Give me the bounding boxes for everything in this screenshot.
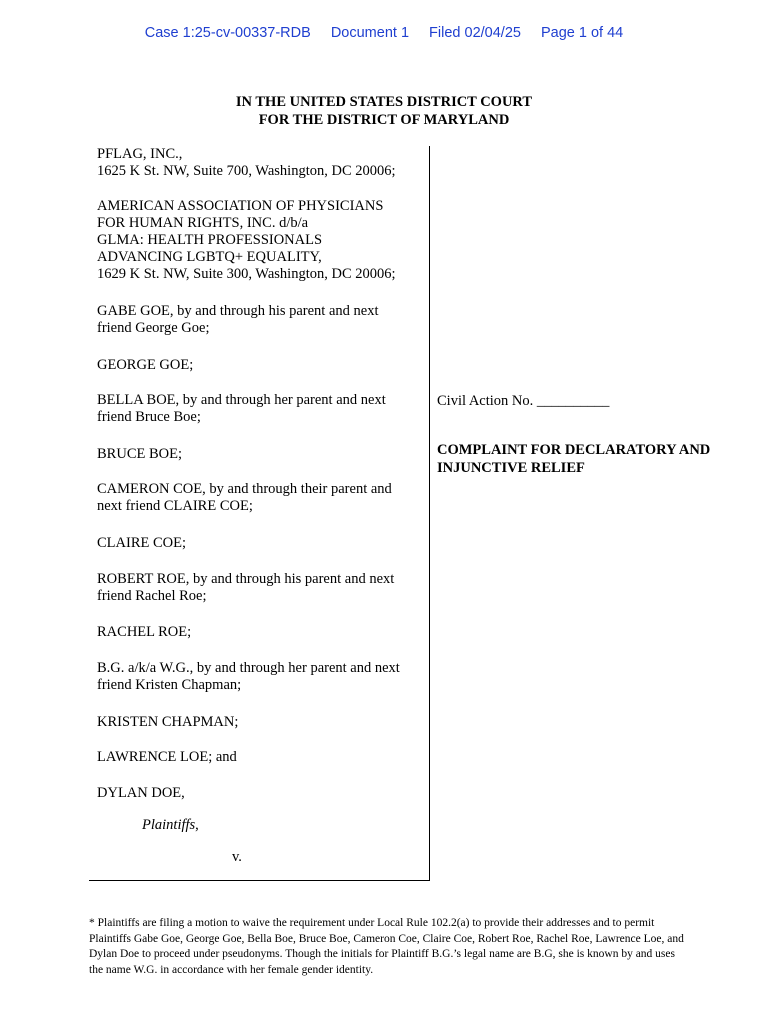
party-line: BELLA BOE, by and through her parent and next — [97, 392, 386, 408]
court-title-line-2: FOR THE DISTRICT OF MARYLAND — [258, 112, 510, 128]
party-line: ADVANCING LGBTQ+ EQUALITY, — [97, 249, 322, 265]
party-line: KRISTEN CHAPMAN; — [97, 714, 239, 730]
party-robert-roe — [97, 571, 394, 605]
caption-parties-box — [89, 146, 430, 881]
party-line: CAMERON COE, by and through their parent and — [97, 481, 392, 497]
case-number: Case 1:25-cv-00337-RDB — [144, 25, 311, 41]
party-george-goe — [97, 357, 193, 374]
civil-action-number: Civil Action No. __________ — [437, 393, 610, 409]
party-dylan-doe — [97, 785, 185, 802]
party-glma — [97, 198, 396, 283]
court-title — [0, 93, 768, 129]
party-line: 1629 K St. NW, Suite 300, Washington, DC 20006; — [97, 266, 396, 282]
party-line: friend Rachel Roe; — [97, 588, 207, 604]
party-gabe-goe — [97, 303, 379, 337]
party-line: DYLAN DOE, — [97, 785, 185, 801]
party-line: BRUCE BOE; — [97, 446, 182, 462]
party-bella-boe — [97, 392, 386, 426]
filed-date: Filed 02/04/25 — [429, 25, 521, 41]
party-bruce-boe — [97, 446, 182, 463]
plaintiffs-label-comma: , — [195, 817, 199, 833]
document-number: Document 1 — [330, 25, 410, 41]
plaintiffs-label-text: Plaintiffs — [142, 817, 196, 833]
party-line: PFLAG, INC., — [97, 146, 183, 162]
party-line: ROBERT ROE, by and through his parent and next — [97, 571, 395, 587]
court-title-line-1: IN THE UNITED STATES DISTRICT COURT — [235, 94, 533, 110]
party-cameron-coe — [97, 481, 392, 515]
plaintiffs-label — [142, 817, 199, 834]
party-line: friend George Goe; — [97, 320, 210, 336]
party-line: FOR HUMAN RIGHTS, INC. d/b/a — [97, 215, 309, 231]
party-line: GEORGE GOE; — [97, 357, 194, 373]
party-lawrence-loe — [97, 749, 237, 766]
page-count: Page 1 of 44 — [540, 25, 624, 41]
party-line: 1625 K St. NW, Suite 700, Washington, DC 20006; — [97, 163, 396, 179]
versus-label: v. — [232, 849, 242, 865]
party-bg — [97, 660, 400, 694]
party-pflag — [97, 146, 396, 180]
footnote: * Plaintiffs are filing a motion to waive the requirement under Local Rule 102.2(a) to provide their addresses and to permit Plaintiffs Gabe Goe, George Goe, Bella Boe, Bruce Boe, Cameron Coe, Claire Coe, Robert Roe, Rachel Roe, Lawrence Loe, and Dylan Doe to proceed under pseudonyms. Though the initials for Plaintiff B.G.’s legal name are B.G, she is known by and uses the name W.G. in accordance with her female gender identity. — [89, 917, 684, 976]
party-line: GLMA: HEALTH PROFESSIONALS — [97, 232, 323, 248]
party-line: friend Kristen Chapman; — [97, 677, 242, 693]
court-filing-header — [0, 25, 768, 41]
party-line: next friend CLAIRE COE; — [97, 498, 253, 514]
complaint-title-line-2: INJUNCTIVE RELIEF — [437, 460, 585, 476]
party-line: B.G. a/k/a W.G., by and through her parent and next — [97, 660, 400, 676]
party-line: friend Bruce Boe; — [97, 409, 201, 425]
party-line: LAWRENCE LOE; and — [97, 749, 237, 765]
party-line: AMERICAN ASSOCIATION OF PHYSICIANS — [97, 198, 384, 214]
party-line: GABE GOE, by and through his parent and next — [97, 303, 379, 319]
party-line: CLAIRE COE; — [97, 535, 187, 551]
party-claire-coe — [97, 535, 186, 552]
party-line: RACHEL ROE; — [97, 624, 192, 640]
complaint-title — [437, 441, 737, 477]
party-kristen-chapman — [97, 714, 238, 731]
complaint-title-line-1: COMPLAINT FOR DECLARATORY AND — [437, 442, 711, 458]
party-rachel-roe — [97, 624, 191, 641]
